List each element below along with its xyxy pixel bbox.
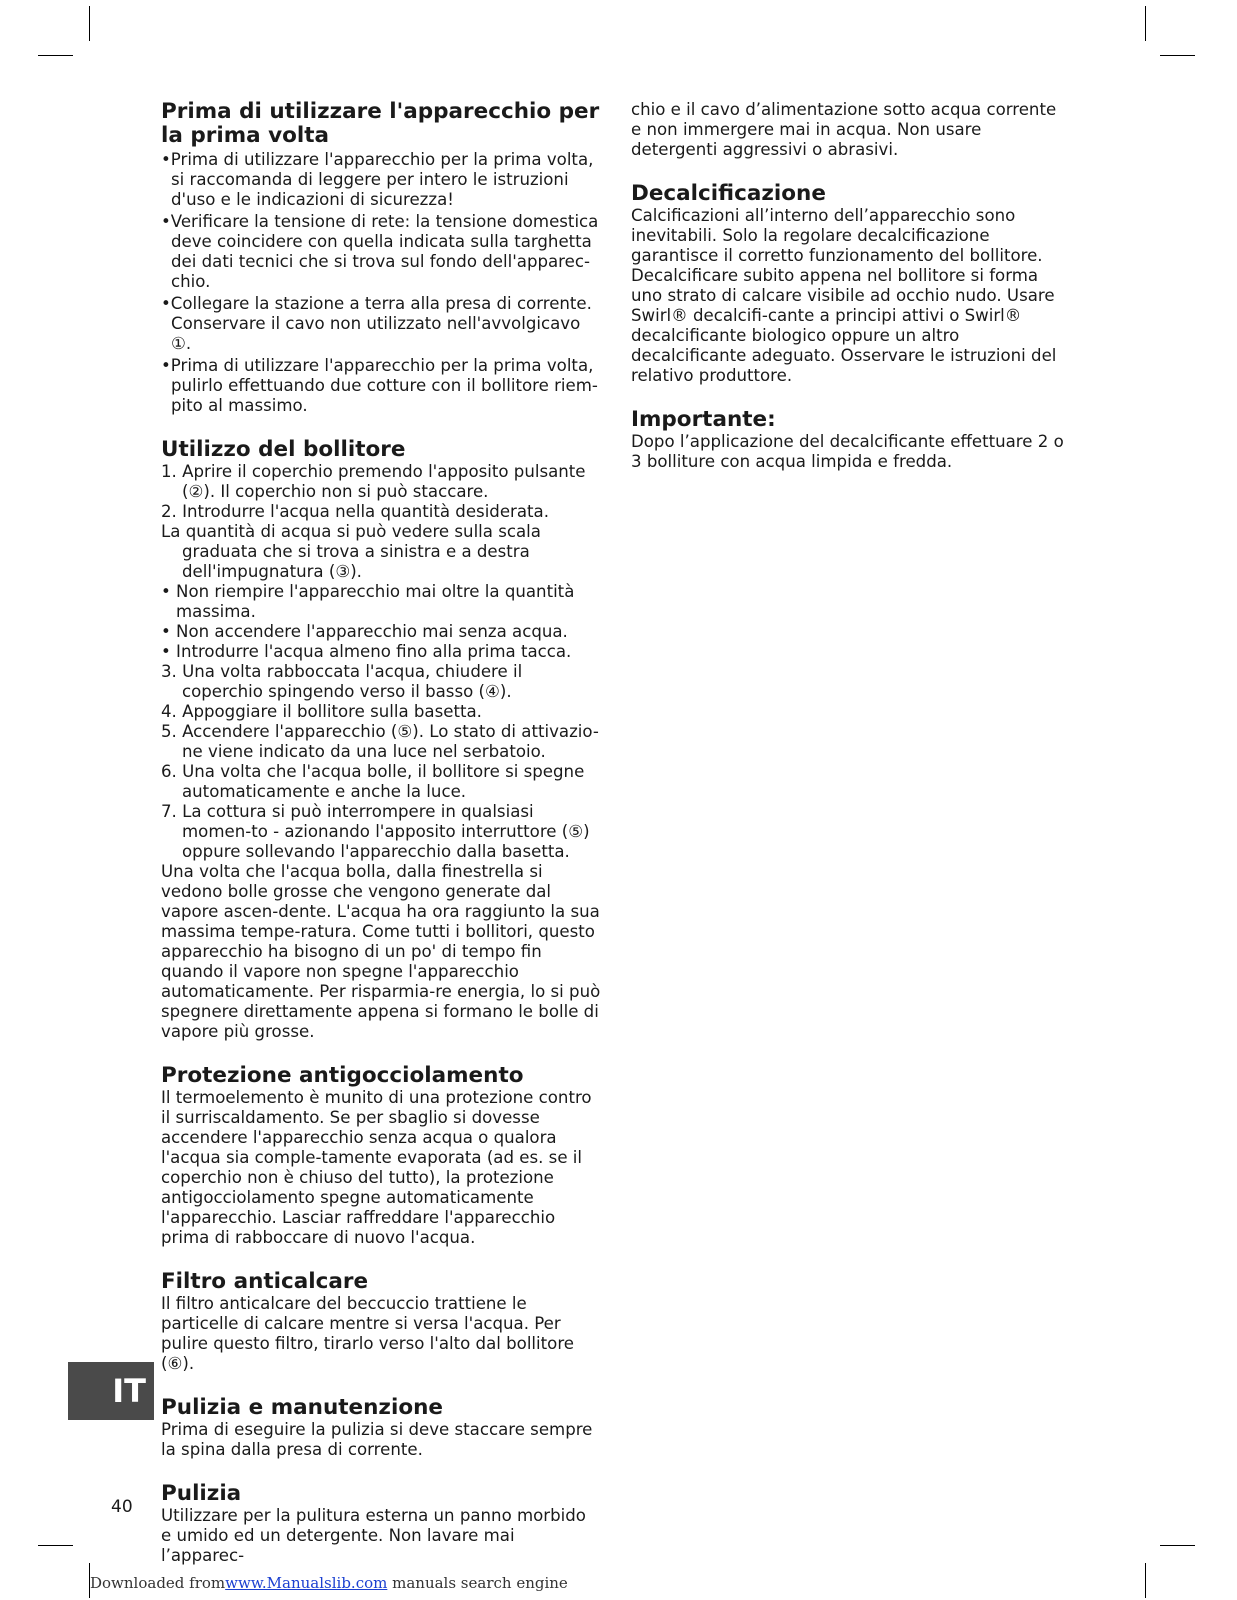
crop-mark	[1160, 55, 1195, 56]
download-footer	[90, 1574, 568, 1592]
body-paragraph: Utilizzare per la pulitura esterna un panno morbido e umido ed un detergente. Non lavare mai l’apparec-	[161, 1506, 586, 1565]
list-item: •Prima di utilizzare l'apparecchio per la prima volta, pulirlo effettuando due cotture con il bollitore riem-pito al massimo.	[161, 356, 598, 415]
crop-mark	[89, 6, 90, 41]
section-heading-usage: Utilizzo del bollitore	[161, 437, 406, 462]
section-heading-cleaning: Pulizia	[161, 1481, 242, 1506]
body-paragraph: Una volta che l'acqua bolla, dalla finestrella si vedono bolle grosse che vengono generate dal vapore ascen-dente. L'acqua ha ora raggiunto la sua massima tempe-ratura. Come tutti i bollitori, questo apparecchio ha bisogno di un po' di tempo fin quando il vapore non spegne l'apparecchio automaticamente. Per risparmia-re energia, lo si può spegnere direttamente appena si formano le bolle di vapore più grosse.	[161, 862, 601, 1041]
body-paragraph: chio e il cavo d’alimentazione sotto acqua corrente e non immergere mai in acqua. Non usare detergenti aggressivi o abrasivi.	[631, 100, 1057, 159]
section-heading-drip-protection: Protezione antigocciolamento	[161, 1063, 524, 1088]
manualslib-link[interactable]: www.Manualslib.com	[225, 1574, 388, 1592]
list-item: 3. Una volta rabboccata l'acqua, chiudere il coperchio spingendo verso il basso (④).	[161, 662, 523, 701]
crop-mark	[1160, 1545, 1195, 1546]
list-item: 6. Una volta che l'acqua bolle, il bollitore si spegne automaticamente e anche la luce.	[161, 762, 585, 801]
list-item: La quantità di acqua si può vedere sulla scala graduata che si trova a sinistra e a destra dell'impugnatura (③).	[161, 522, 541, 581]
list-item: 5. Accendere l'apparecchio (⑤). Lo stato di attivazio-ne viene indicato da una luce nel serbatoio.	[161, 722, 599, 761]
language-tab: IT	[68, 1362, 154, 1420]
list-item: • Introdurre l'acqua almeno fino alla prima tacca.	[161, 642, 572, 661]
left-column	[161, 100, 601, 1566]
footer-prefix: Downloaded from	[90, 1574, 226, 1592]
crop-mark	[1145, 1563, 1146, 1598]
page-number: 40	[111, 1497, 133, 1517]
section-heading-cleaning-maintenance: Pulizia e manutenzione	[161, 1395, 443, 1420]
section-heading-first-use: Prima di utilizzare l'apparecchio per la prima volta	[161, 99, 600, 148]
crop-mark	[38, 1545, 73, 1546]
list-item: •Prima di utilizzare l'apparecchio per la prima volta, si raccomanda di leggere per intero le istruzioni d'uso e le indicazioni di sicurezza!	[161, 150, 594, 209]
crop-mark	[38, 55, 73, 56]
right-column	[631, 100, 1071, 472]
list-item: 4. Appoggiare il bollitore sulla basetta.	[161, 702, 482, 721]
section-heading-limescale-filter: Filtro anticalcare	[161, 1269, 369, 1294]
section-heading-important: Importante:	[631, 407, 776, 432]
section-heading-descaling: Decalcificazione	[631, 181, 826, 206]
body-paragraph: Il termoelemento è munito di una protezione contro il surriscaldamento. Se per sbaglio si dovesse accendere l'apparecchio senza acqua o qualora l'acqua sia comple-tamente evaporata (ad es. se il coperchio non è chiuso del tutto), la protezione antigocciolamento spegne automaticamente l'apparecchio. Lasciar raffreddare l'apparecchio prima di rabboccare di nuovo l'acqua.	[161, 1088, 592, 1247]
body-paragraph: Prima di eseguire la pulizia si deve staccare sempre la spina dalla presa di corrente.	[161, 1420, 593, 1459]
list-item: 7. La cottura si può interrompere in qualsiasi momen-to - azionando l'apposito interruttore (⑤) oppure sollevando l'apparecchio dalla basetta.	[161, 802, 590, 861]
list-item: • Non accendere l'apparecchio mai senza acqua.	[161, 622, 568, 641]
crop-mark	[1145, 6, 1146, 41]
body-paragraph: Il filtro anticalcare del beccuccio trattiene le particelle di calcare mentre si versa l'acqua. Per pulire questo filtro, tirarlo verso l'alto dal bollitore (⑥).	[161, 1294, 574, 1373]
list-item: •Collegare la stazione a terra alla presa di corrente. Conservare il cavo non utilizzato nell'avvolgicavo ①.	[161, 294, 592, 353]
list-item: •Verificare la tensione di rete: la tensione domestica deve coincidere con quella indicata sulla targhetta dei dati tecnici che si trova sul fondo dell'apparec-chio.	[161, 212, 599, 291]
list-item: • Non riempire l'apparecchio mai oltre la quantità massima.	[161, 582, 575, 621]
body-paragraph: Dopo l’applicazione del decalcificante effettuare 2 o 3 bolliture con acqua limpida e fredda.	[631, 432, 1064, 471]
footer-suffix: manuals search engine	[387, 1574, 568, 1592]
body-paragraph: Calcificazioni all’interno dell’apparecchio sono inevitabili. Solo la regolare decalcificazione garantisce il corretto funzionamento del bollitore. Decalcificare subito appena nel bollitore si forma uno strato di calcare visibile ad occhio nudo. Usare Swirl® decalcifi-cante a principi attivi o Swirl® decalcificante biologico oppure un altro decalcificante adeguato. Osservare le istruzioni del relativo produttore.	[631, 206, 1057, 385]
list-item: 1. Aprire il coperchio premendo l'apposito pulsante (②). Il coperchio non si può staccare.	[161, 462, 586, 501]
list-item: 2. Introdurre l'acqua nella quantità desiderata.	[161, 502, 549, 521]
